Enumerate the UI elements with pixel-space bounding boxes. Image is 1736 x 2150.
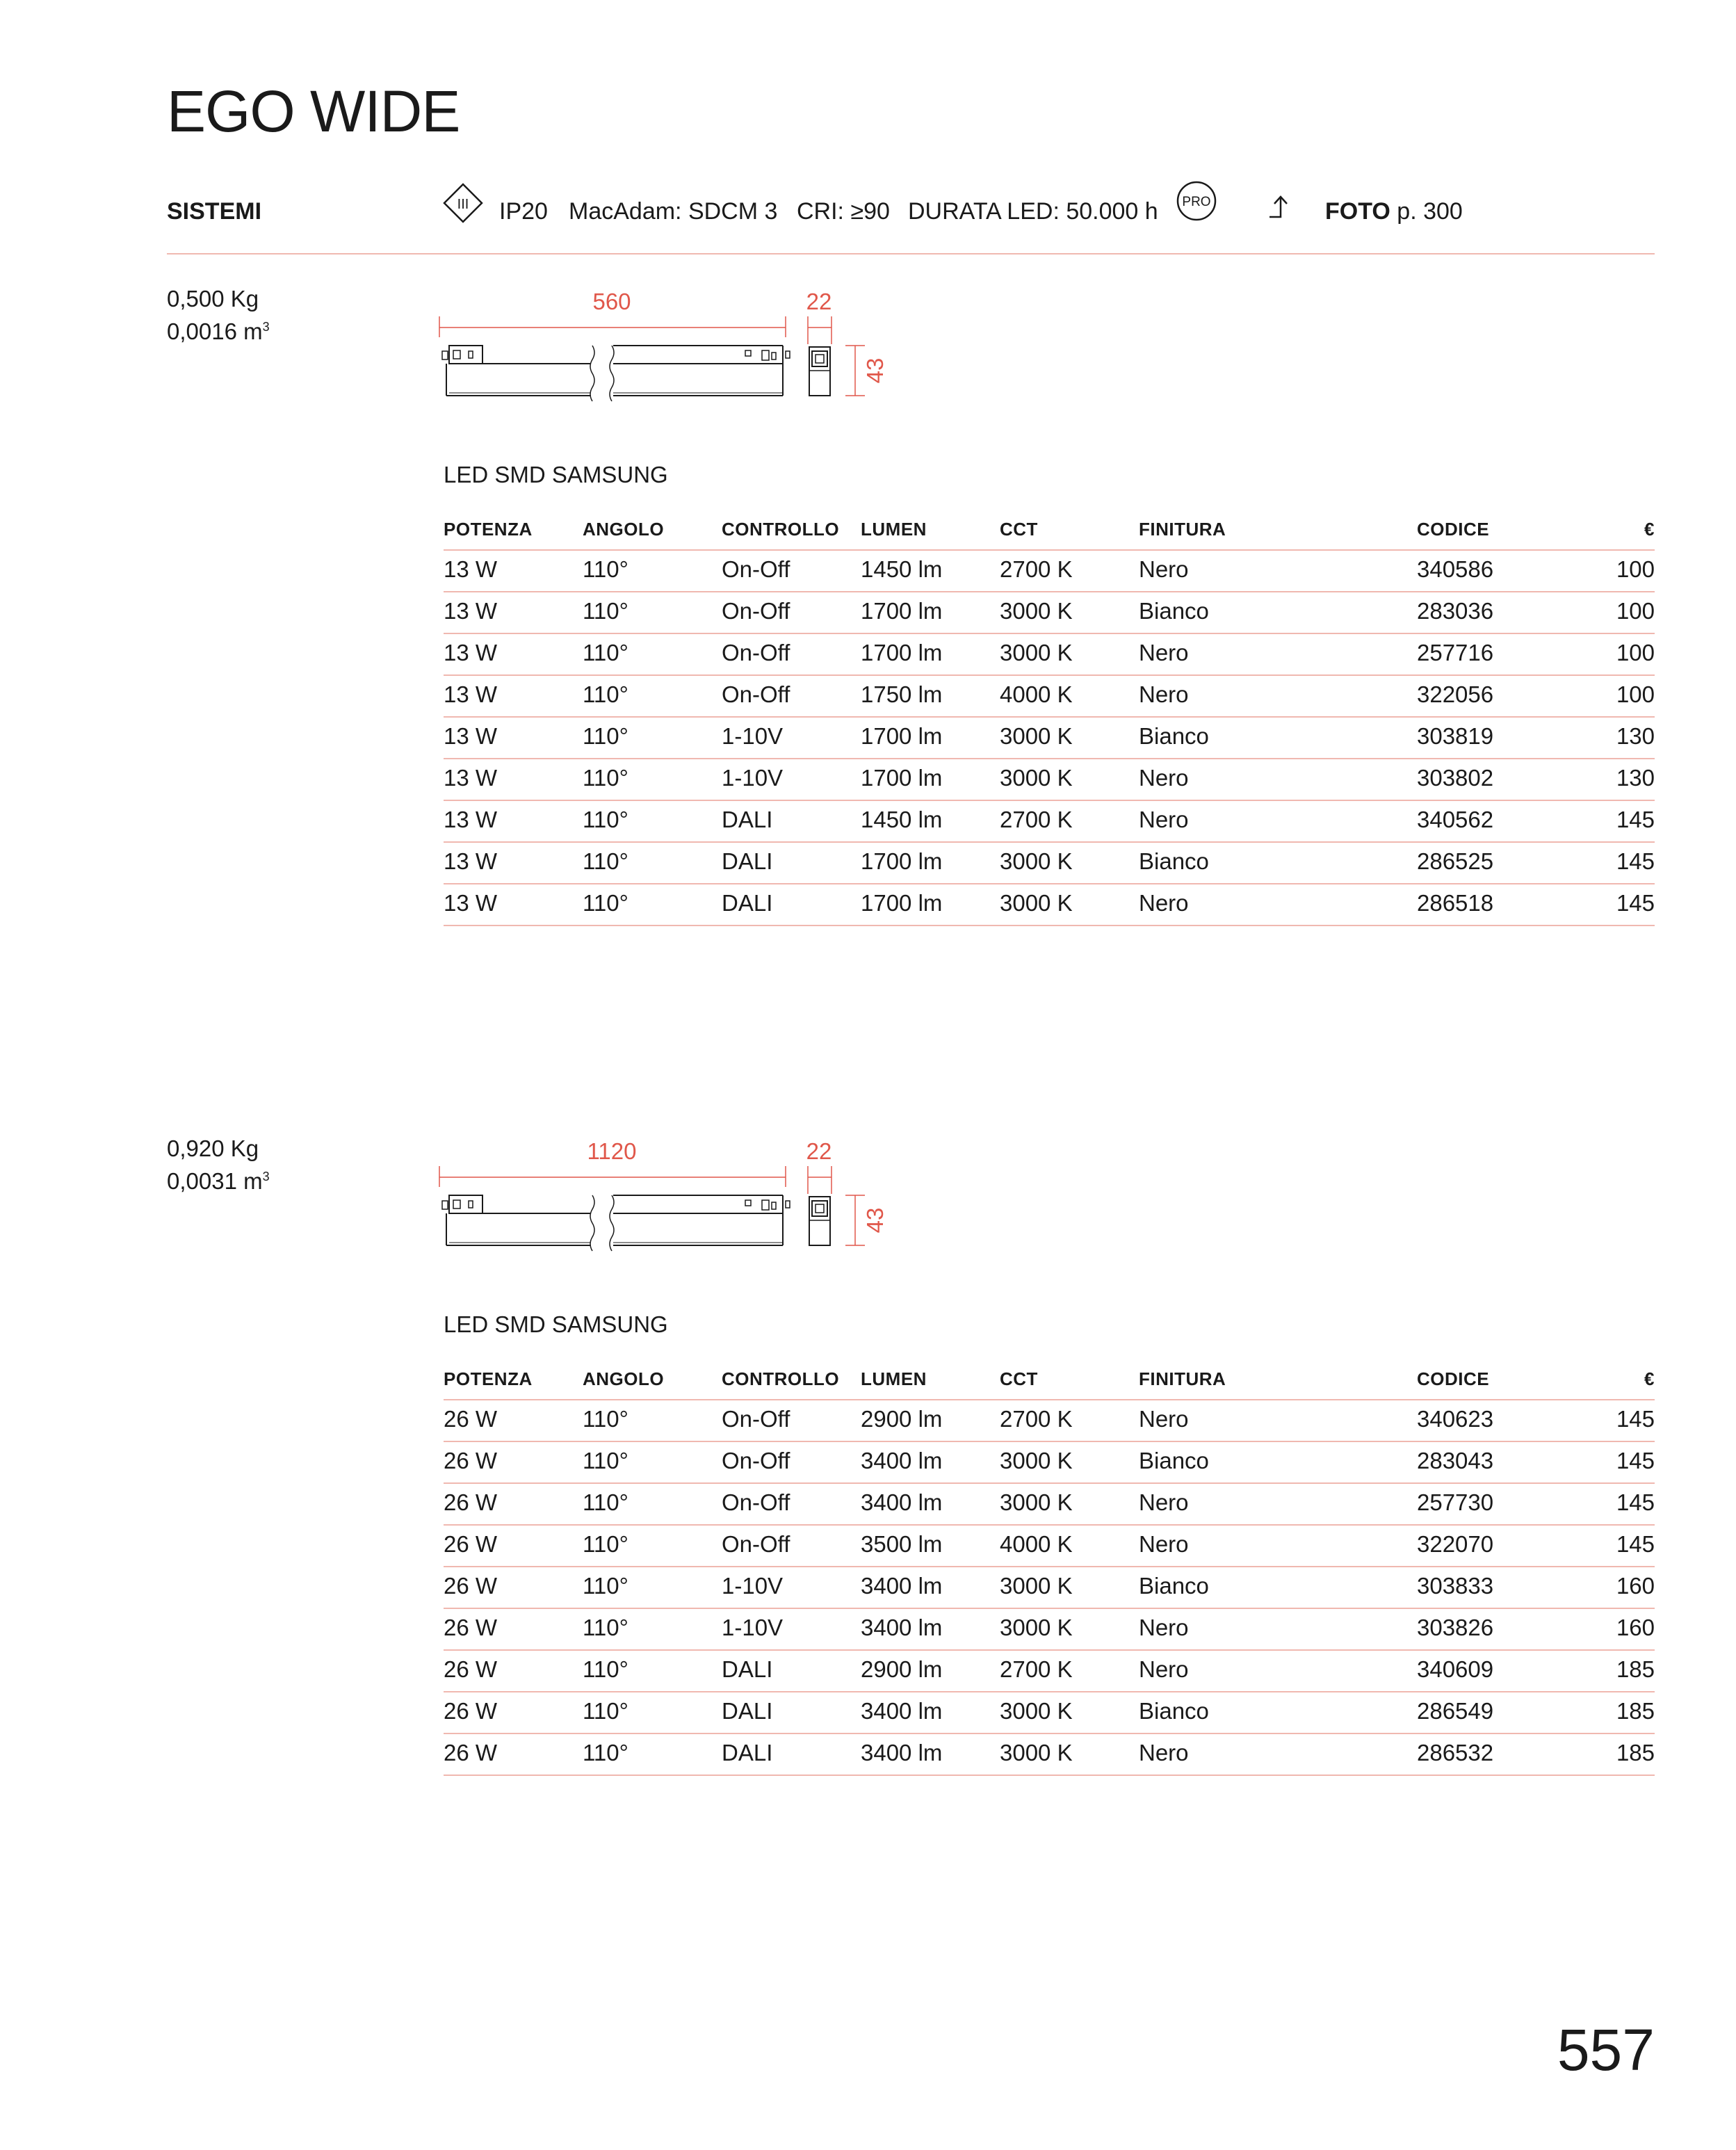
table-cell: 340609 [1417,1656,1494,1682]
durata-spec: DURATA LED: 50.000 h [908,198,1158,225]
table-cell: 110° [583,1448,628,1473]
table-row [444,1526,1655,1567]
table-row [444,1734,1655,1776]
table-row [444,1484,1655,1526]
table-cell: DALI [722,807,773,832]
product-2-technical-drawing [438,1131,911,1263]
width-dimension: 22 [806,289,832,314]
table-cell: On-Off [722,640,790,665]
table-cell: Nero [1139,1531,1189,1557]
column-header: CCT [1000,519,1038,540]
header-divider [167,253,1655,254]
table-cell: 110° [583,1740,628,1765]
table-cell: DALI [722,890,773,916]
table-row [444,1442,1655,1484]
table-cell: On-Off [722,681,790,707]
page-title: EGO WIDE [167,79,460,144]
class-III-icon [442,182,484,224]
table-cell: 26 W [444,1698,498,1724]
table-row [444,1400,1655,1442]
section-label: SISTEMI [167,198,262,225]
product-2-led-label: LED SMD SAMSUNG [444,1311,668,1337]
table-row [444,884,1655,926]
column-header: CONTROLLO [722,1368,840,1389]
table-cell: 110° [583,890,628,916]
table-cell: DALI [722,1656,773,1682]
table-cell: 1-10V [722,765,784,791]
table-cell: 257730 [1417,1489,1494,1515]
table-cell: 1700 lm [861,848,943,874]
table-cell: 145 [1616,1406,1655,1432]
table-cell: Bianco [1139,1573,1209,1599]
table-row [444,676,1655,718]
table-cell: 3000 K [1000,848,1073,874]
table-cell: Nero [1139,1489,1189,1515]
table-cell: 100 [1616,598,1655,624]
column-header: CODICE [1417,1368,1490,1389]
table-cell: 13 W [444,723,498,749]
table-cell: 3000 K [1000,1489,1073,1515]
product-1-table [444,509,1655,926]
table-cell: 26 W [444,1573,498,1599]
table-cell: 2700 K [1000,556,1073,582]
table-cell: 110° [583,1573,628,1599]
table-cell: 3000 K [1000,1573,1073,1599]
volume-exponent: 3 [262,1170,270,1183]
table-cell: 100 [1616,640,1655,665]
column-header: CODICE [1417,519,1490,540]
foto-reference[interactable] [1325,198,1463,225]
table-cell: 303826 [1417,1615,1494,1640]
table-cell: Nero [1139,681,1189,707]
table-cell: Nero [1139,890,1189,916]
table-row [444,759,1655,801]
length-dimension: 560 [592,289,631,314]
column-header: FINITURA [1139,519,1226,540]
table-cell: 1700 lm [861,640,943,665]
table-cell: 13 W [444,765,498,791]
table-cell: 110° [583,807,628,832]
arrow-up-right-icon [1267,193,1297,221]
column-header: ANGOLO [583,1368,665,1389]
table-cell: Bianco [1139,1698,1209,1724]
table-row [444,843,1655,884]
table-row [444,1609,1655,1651]
width-dimension: 22 [806,1138,832,1164]
table-cell: 13 W [444,598,498,624]
table-cell: 26 W [444,1740,498,1765]
product-2-table [444,1359,1655,1776]
product-1-weight-volume [167,285,270,346]
height-dimension: 43 [862,1207,888,1234]
table-cell: 3000 K [1000,1698,1073,1724]
table-row [444,1651,1655,1692]
column-header: CCT [1000,1368,1038,1389]
table-cell: 286549 [1417,1698,1494,1724]
cri-spec: CRI: ≥90 [797,198,890,225]
table-cell: 145 [1616,1531,1655,1557]
table-cell: 145 [1616,1448,1655,1473]
table-cell: 1750 lm [861,681,943,707]
table-cell: 110° [583,723,628,749]
table-cell: 283043 [1417,1448,1494,1473]
table-cell: 340562 [1417,807,1494,832]
table-cell: 2900 lm [861,1406,943,1432]
table-cell: DALI [722,1740,773,1765]
table-cell: 110° [583,1489,628,1515]
table-cell: 3000 K [1000,1740,1073,1765]
table-cell: 13 W [444,890,498,916]
svg-text:III: III [457,197,469,212]
pro-badge-icon [1175,179,1218,223]
product-1-technical-drawing [438,282,911,414]
pro-badge-text: PRO [1182,195,1211,209]
table-cell: 100 [1616,681,1655,707]
table-cell: 3400 lm [861,1698,943,1724]
table-cell: 3000 K [1000,723,1073,749]
table-cell: 110° [583,1698,628,1724]
table-cell: Bianco [1139,723,1209,749]
table-cell: 145 [1616,890,1655,916]
table-cell: 340623 [1417,1406,1494,1432]
table-cell: 130 [1616,765,1655,791]
table-cell: 3400 lm [861,1615,943,1640]
table-row [444,634,1655,676]
table-cell: 303819 [1417,723,1494,749]
table-cell: 3000 K [1000,890,1073,916]
table-cell: 3500 lm [861,1531,943,1557]
table-cell: 13 W [444,848,498,874]
table-cell: 1450 lm [861,556,943,582]
length-dimension: 1120 [587,1138,637,1164]
column-header: ANGOLO [583,519,665,540]
table-cell: 286525 [1417,848,1494,874]
foto-page: p. 300 [1397,198,1463,225]
table-row [444,551,1655,592]
table-cell: 3000 K [1000,598,1073,624]
foto-label: FOTO [1325,198,1390,225]
product-weight: 0,920 Kg [167,1135,259,1161]
table-header [444,509,1655,551]
table-cell: 160 [1616,1615,1655,1640]
table-cell: 110° [583,598,628,624]
table-cell: 1-10V [722,1615,784,1640]
table-header [444,1359,1655,1400]
table-cell: 26 W [444,1656,498,1682]
column-header: CONTROLLO [722,519,840,540]
product-volume: 0,0031 m [167,1168,263,1194]
table-cell: 130 [1616,723,1655,749]
column-header: LUMEN [861,1368,927,1389]
table-cell: 26 W [444,1489,498,1515]
column-header: € [1644,519,1655,540]
height-dimension: 43 [862,357,888,384]
column-header: POTENZA [444,1368,533,1389]
table-row [444,801,1655,843]
table-row [444,1692,1655,1734]
table-cell: Nero [1139,807,1189,832]
table-cell: 110° [583,1656,628,1682]
table-cell: 145 [1616,807,1655,832]
column-header: FINITURA [1139,1368,1226,1389]
ip-rating: IP20 [499,198,548,225]
table-cell: DALI [722,1698,773,1724]
table-cell: Bianco [1139,848,1209,874]
table-cell: 3400 lm [861,1448,943,1473]
macadam-spec: MacAdam: SDCM 3 [569,198,778,225]
table-cell: 2700 K [1000,1656,1073,1682]
table-cell: 110° [583,640,628,665]
table-row [444,1567,1655,1609]
table-row [444,718,1655,759]
table-cell: 185 [1616,1740,1655,1765]
table-cell: 110° [583,1531,628,1557]
table-cell: On-Off [722,1489,790,1515]
table-cell: 257716 [1417,640,1494,665]
table-cell: Bianco [1139,598,1209,624]
table-cell: 145 [1616,848,1655,874]
table-cell: 340586 [1417,556,1494,582]
table-cell: Nero [1139,640,1189,665]
table-cell: 185 [1616,1698,1655,1724]
table-cell: On-Off [722,1531,790,1557]
table-cell: 26 W [444,1448,498,1473]
table-cell: 3400 lm [861,1740,943,1765]
table-cell: Nero [1139,1406,1189,1432]
table-cell: 1700 lm [861,765,943,791]
table-cell: 26 W [444,1406,498,1432]
table-cell: 283036 [1417,598,1494,624]
table-cell: 3400 lm [861,1573,943,1599]
table-cell: 1700 lm [861,890,943,916]
product-1-led-label: LED SMD SAMSUNG [444,462,668,487]
table-cell: 1450 lm [861,807,943,832]
page-number: 557 [1557,2017,1655,2083]
table-cell: 4000 K [1000,681,1073,707]
table-cell: Nero [1139,1740,1189,1765]
table-cell: 110° [583,848,628,874]
table-cell: 13 W [444,807,498,832]
table-cell: 110° [583,1615,628,1640]
volume-exponent: 3 [262,320,270,334]
table-cell: 13 W [444,556,498,582]
table-cell: 286518 [1417,890,1494,916]
table-cell: On-Off [722,598,790,624]
table-cell: 160 [1616,1573,1655,1599]
table-cell: 303802 [1417,765,1494,791]
table-cell: 3000 K [1000,1615,1073,1640]
table-cell: Nero [1139,1615,1189,1640]
table-cell: 303833 [1417,1573,1494,1599]
table-cell: 110° [583,556,628,582]
table-cell: 110° [583,1406,628,1432]
table-cell: 322070 [1417,1531,1494,1557]
table-cell: Bianco [1139,1448,1209,1473]
table-cell: Nero [1139,556,1189,582]
table-cell: On-Off [722,1406,790,1432]
product-weight: 0,500 Kg [167,286,259,312]
table-cell: 3000 K [1000,1448,1073,1473]
column-header: € [1644,1368,1655,1389]
table-cell: 1-10V [722,1573,784,1599]
table-cell: 110° [583,681,628,707]
table-cell: 1-10V [722,723,784,749]
table-cell: On-Off [722,556,790,582]
table-cell: 1700 lm [861,723,943,749]
table-cell: 1700 lm [861,598,943,624]
table-cell: Nero [1139,765,1189,791]
table-cell: Nero [1139,1656,1189,1682]
table-cell: 110° [583,765,628,791]
table-cell: On-Off [722,1448,790,1473]
table-cell: 3000 K [1000,640,1073,665]
table-cell: 322056 [1417,681,1494,707]
table-cell: 286532 [1417,1740,1494,1765]
product-volume: 0,0016 m [167,318,263,344]
table-cell: 2700 K [1000,1406,1073,1432]
table-cell: 2700 K [1000,807,1073,832]
table-cell: 100 [1616,556,1655,582]
table-cell: 4000 K [1000,1531,1073,1557]
table-cell: 3400 lm [861,1489,943,1515]
table-cell: 13 W [444,640,498,665]
product-2-weight-volume [167,1135,270,1195]
table-cell: 26 W [444,1531,498,1557]
table-cell: 26 W [444,1615,498,1640]
table-cell: 13 W [444,681,498,707]
table-cell: 185 [1616,1656,1655,1682]
column-header: LUMEN [861,519,927,540]
table-cell: 145 [1616,1489,1655,1515]
column-header: POTENZA [444,519,533,540]
table-row [444,592,1655,634]
table-cell: 2900 lm [861,1656,943,1682]
table-cell: 3000 K [1000,765,1073,791]
table-cell: DALI [722,848,773,874]
